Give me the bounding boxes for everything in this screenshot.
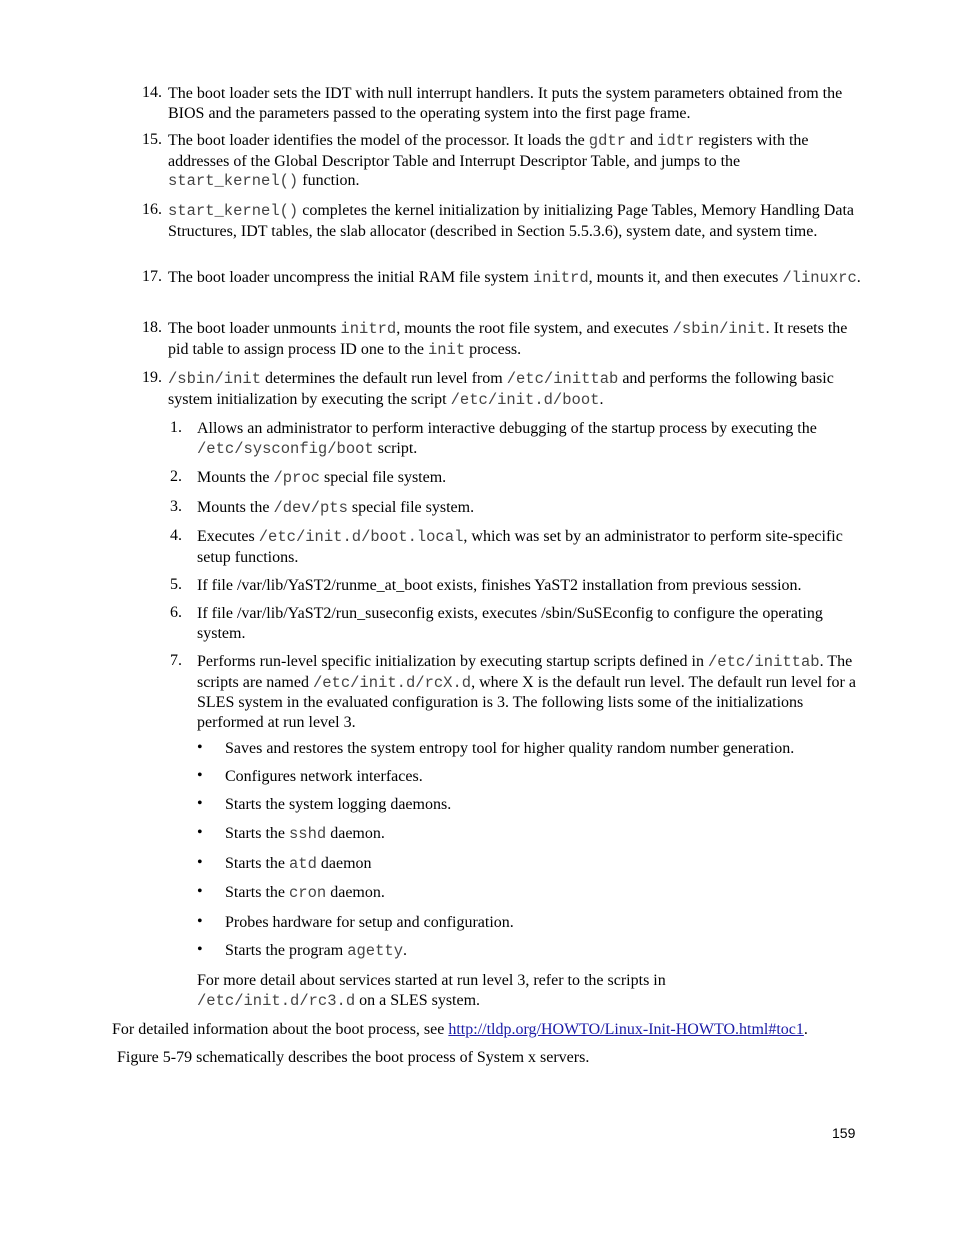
code-text: initrd: [532, 269, 589, 287]
list-item: [168, 201, 868, 241]
code-text: /dev/pts: [273, 499, 348, 517]
code-text: /sbin/init: [168, 370, 262, 388]
run-level-note: [197, 971, 757, 1011]
text-run: completes the kernel initialization by initializing Page Tables, Memory Handling Data Structures, IDT tables, the slab allocator (described in Section 5.5.3.6), system date, and system time.: [168, 202, 855, 240]
text-run: determines the default run level from: [261, 370, 507, 387]
text-run: Saves and restores the system entropy tool for higher quality random number generation.: [225, 740, 795, 757]
text-run: If file /var/lib/YaST2/run_suseconfig exists, executes /sbin/SuSEconfig to configure the operating system.: [197, 605, 823, 642]
sub-list-item: [197, 419, 871, 459]
text-run: and: [626, 132, 658, 149]
item-number: 15.: [142, 131, 162, 148]
text-run: Mounts the: [197, 469, 274, 486]
text-run: .: [599, 390, 604, 408]
bullet-glyph: •: [197, 795, 203, 812]
code-text: /linuxrc: [782, 269, 857, 287]
text-run: Executes: [197, 528, 259, 545]
code-text: gdtr: [588, 132, 626, 150]
text-run: The boot loader sets the IDT with null interrupt handlers. It puts the system parameters obtained from the BIOS and the parameters passed to the operating system into the first page frame.: [168, 85, 843, 122]
list-item: [168, 84, 868, 123]
code-text: start_kernel(): [168, 172, 299, 190]
bullet-glyph: •: [197, 739, 203, 756]
sub-list-item: [197, 468, 871, 489]
text-run: special file system.: [319, 469, 447, 486]
code-text: /sbin/init: [672, 320, 766, 338]
text-run: Configures network interfaces.: [225, 768, 423, 785]
subitem-number: 1.: [170, 419, 182, 436]
detail-suffix: .: [803, 1021, 808, 1038]
text-run: daemon.: [326, 884, 385, 901]
figure-paragraph: Figure 5-79 schematically describes the boot process of System x servers.: [117, 1049, 590, 1066]
bullet-item: [225, 824, 875, 845]
subitem-number: 7.: [170, 652, 182, 669]
bullet-glyph: •: [197, 941, 203, 958]
bullet-glyph: •: [197, 854, 203, 871]
code-text: /etc/init.d/rcX.d: [312, 673, 472, 692]
text-run: Starts the program: [225, 942, 348, 959]
list-item: [168, 369, 868, 410]
code-text: /etc/inittab: [707, 653, 820, 671]
sub-list-item: [197, 652, 857, 732]
item-number: 19.: [142, 369, 162, 386]
code-text: /etc/inittab: [506, 370, 619, 388]
text-run: . The scripts are named: [197, 653, 853, 691]
text-run: . It resets the pid table to assign process ID one to the: [168, 320, 848, 358]
item-number: 14.: [142, 84, 162, 101]
code-text: /etc/init.d/boot.local: [258, 528, 464, 546]
text-run: on a SLES system.: [355, 991, 481, 1009]
sub-list-item: [197, 576, 871, 596]
sub-list-item: [197, 604, 871, 643]
text-run: , mounts the root file system, and executes: [396, 320, 673, 337]
text-run: Performs run-level specific initialization by executing startup scripts defined in: [197, 653, 708, 670]
text-run: The boot loader unmounts: [168, 320, 341, 337]
text-run: special file system.: [347, 499, 475, 516]
code-text: /etc/init.d/boot: [450, 390, 600, 409]
bullet-glyph: •: [197, 883, 203, 900]
list-item: [168, 131, 868, 192]
subitem-number: 2.: [170, 468, 182, 485]
bullet-glyph: •: [197, 913, 203, 930]
sub-list-item: [197, 498, 871, 519]
text-run: daemon.: [326, 825, 385, 842]
text-run: registers with the addresses of the Global Descriptor Table and Interrupt Descriptor Table, and jumps to the: [168, 132, 809, 170]
text-run: function.: [298, 172, 360, 189]
detail-prefix: For detailed information about the boot process, see: [112, 1021, 449, 1038]
bullet-item: [225, 767, 875, 787]
text-run: For more detail about services started at run level 3, refer to the scripts in: [197, 972, 666, 989]
text-run: daemon: [316, 855, 372, 872]
text-run: Allows an administrator to perform interactive debugging of the startup process by executing the: [197, 420, 817, 437]
howto-link[interactable]: http://tldp.org/HOWTO/Linux-Init-HOWTO.html#toc1: [448, 1021, 804, 1038]
text-run: Mounts the: [197, 499, 274, 516]
text-run: process.: [465, 340, 522, 358]
subitem-number: 4.: [170, 527, 182, 544]
code-text: /proc: [273, 469, 320, 487]
code-text: /etc/sysconfig/boot: [197, 439, 374, 458]
list-item: [168, 319, 868, 360]
text-run: , where X is the default run level. The default run level for a SLES system in the evaluated configuration is 3. The following lists some of the initializations performed at run level 3.: [197, 673, 856, 731]
page-number: 159: [832, 1125, 856, 1141]
code-text: start_kernel(): [168, 202, 299, 220]
code-text: initrd: [340, 320, 397, 338]
text-run: , mounts it, and then executes: [588, 269, 783, 286]
item-number: 16.: [142, 201, 162, 218]
bullet-item: [225, 854, 875, 875]
detail-paragraph: [112, 1020, 912, 1040]
code-text: cron: [289, 884, 327, 902]
subitem-number: 6.: [170, 604, 182, 621]
bullet-item: [225, 941, 875, 962]
bullet-glyph: •: [197, 767, 203, 784]
code-text: agetty: [347, 942, 404, 960]
text-run: If file /var/lib/YaST2/runme_at_boot exists, finishes YaST2 installation from previous session.: [197, 577, 802, 594]
text-run: .: [403, 942, 408, 959]
subitem-number: 5.: [170, 576, 182, 593]
bullet-glyph: •: [197, 824, 203, 841]
text-run: The boot loader uncompress the initial RAM file system: [168, 269, 533, 286]
item-number: 17.: [142, 268, 162, 285]
text-run: Starts the: [225, 884, 289, 901]
bullet-item: [225, 913, 875, 933]
code-text: init: [427, 340, 466, 359]
text-run: Probes hardware for setup and configuration.: [225, 914, 514, 931]
bullet-item: [225, 883, 875, 904]
text-run: script.: [373, 439, 418, 457]
code-text: /etc/init.d/rc3.d: [197, 991, 356, 1010]
bullet-item: [225, 795, 875, 815]
text-run: Starts the system logging daemons.: [225, 796, 452, 813]
code-text: idtr: [657, 132, 695, 150]
item-number: 18.: [142, 319, 162, 336]
text-run: Starts the: [225, 825, 289, 842]
text-run: .: [856, 269, 861, 286]
text-run: Starts the: [225, 855, 289, 872]
code-text: atd: [289, 855, 317, 873]
subitem-number: 3.: [170, 498, 182, 515]
bullet-item: [225, 739, 875, 759]
code-text: sshd: [289, 825, 327, 843]
list-item: [168, 268, 868, 289]
sub-list-item: [197, 527, 871, 567]
text-run: The boot loader identifies the model of the processor. It loads the: [168, 132, 589, 149]
text-run: and performs the following basic system initialization by executing the script: [168, 370, 834, 408]
text-run: , which was set by an administrator to perform site-specific setup functions.: [197, 528, 843, 566]
